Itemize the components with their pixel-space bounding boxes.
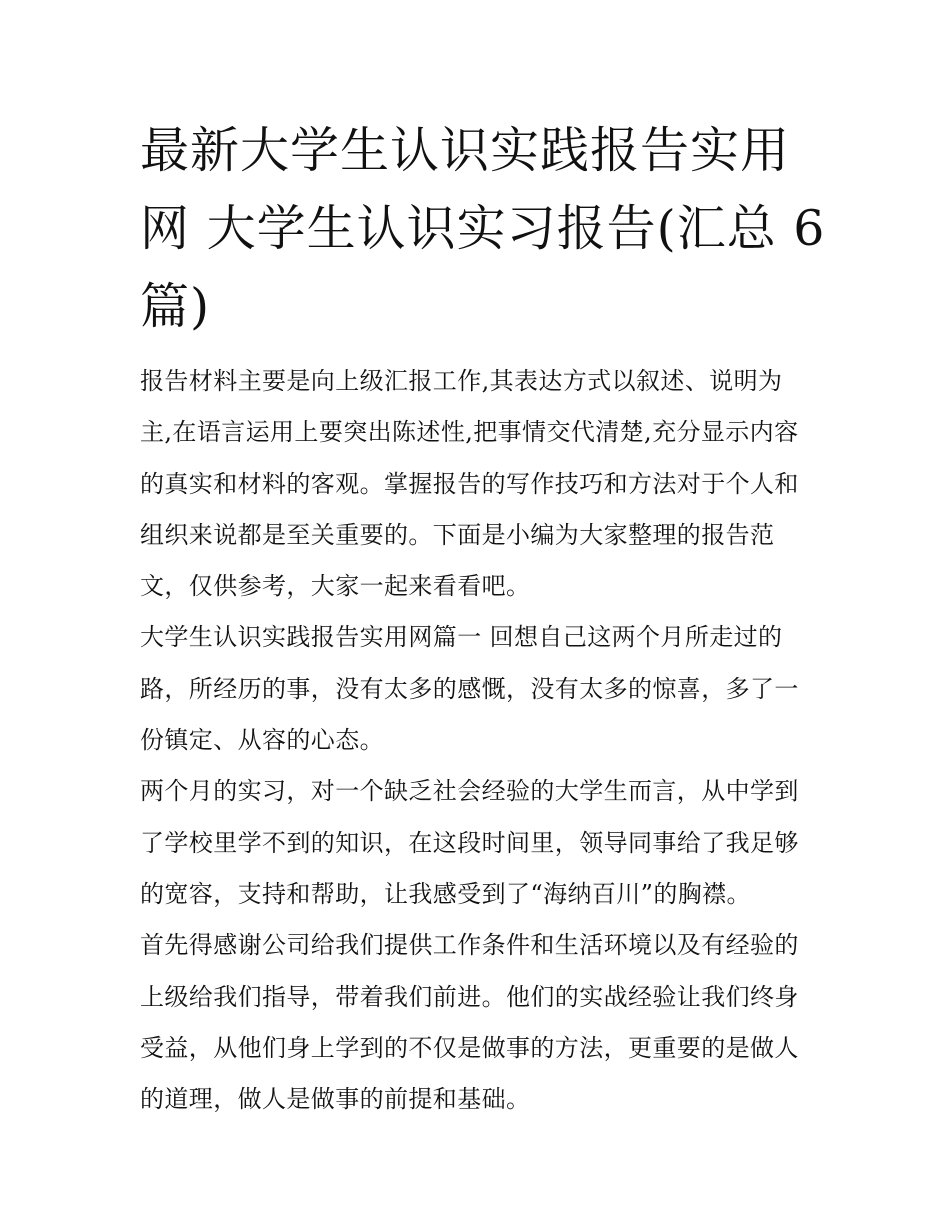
text-line: 报告材料主要是向上级汇报工作,其表达方式以叙述、说明为	[140, 367, 783, 395]
text-line: 路，所经历的事，没有太多的感慨，没有太多的惊喜，多了一	[140, 674, 799, 703]
title-line: 篇)	[140, 278, 211, 335]
text-line: 首先得感谢公司给我们提供工作条件和生活环境以及有经验的	[140, 931, 799, 960]
paragraph-intro	[140, 356, 820, 612]
text-line: 的道理，做人是做事的前提和基础。	[140, 1085, 531, 1114]
text-line: 上级给我们指导，带着我们前进。他们的实战经验让我们终身	[140, 982, 799, 1011]
text-line: 的宽容，支持和帮助，让我感受到了“海纳百川”的胸襟。	[140, 879, 751, 908]
text-line: 文，仅供参考，大家一起来看看吧。	[140, 572, 531, 601]
text-line: 了学校里学不到的知识，在这段时间里，领导同事给了我足够	[140, 828, 799, 857]
text-line: 受益，从他们身上学到的不仅是做事的方法，更重要的是做人	[140, 1033, 799, 1062]
paragraph-internship	[140, 766, 820, 920]
text-line: 组织来说都是至关重要的。下面是小编为大家整理的报告范	[140, 520, 775, 549]
title-line: 最新大学生认识实践报告实用	[140, 122, 791, 179]
text-line: 主,在语言运用上要突出陈述性,把事情交代清楚,充分显示内容	[140, 418, 799, 447]
title-line: 网 大学生认识实习报告(汇总 6	[140, 200, 826, 257]
document-body	[140, 356, 820, 1125]
text-line: 两个月的实习，对一个缺乏社会经验的大学生而言，从中学到	[140, 777, 799, 806]
text-line: 份镇定、从容的心态。	[140, 726, 384, 755]
paragraph-section-one	[140, 612, 820, 766]
paragraph-thanks	[140, 920, 820, 1125]
text-line: 大学生认识实践报告实用网篇一 回想自己这两个月所走过的	[140, 623, 783, 652]
document-title	[140, 112, 826, 346]
text-line: 的真实和材料的客观。掌握报告的写作技巧和方法对于个人和	[140, 469, 799, 498]
